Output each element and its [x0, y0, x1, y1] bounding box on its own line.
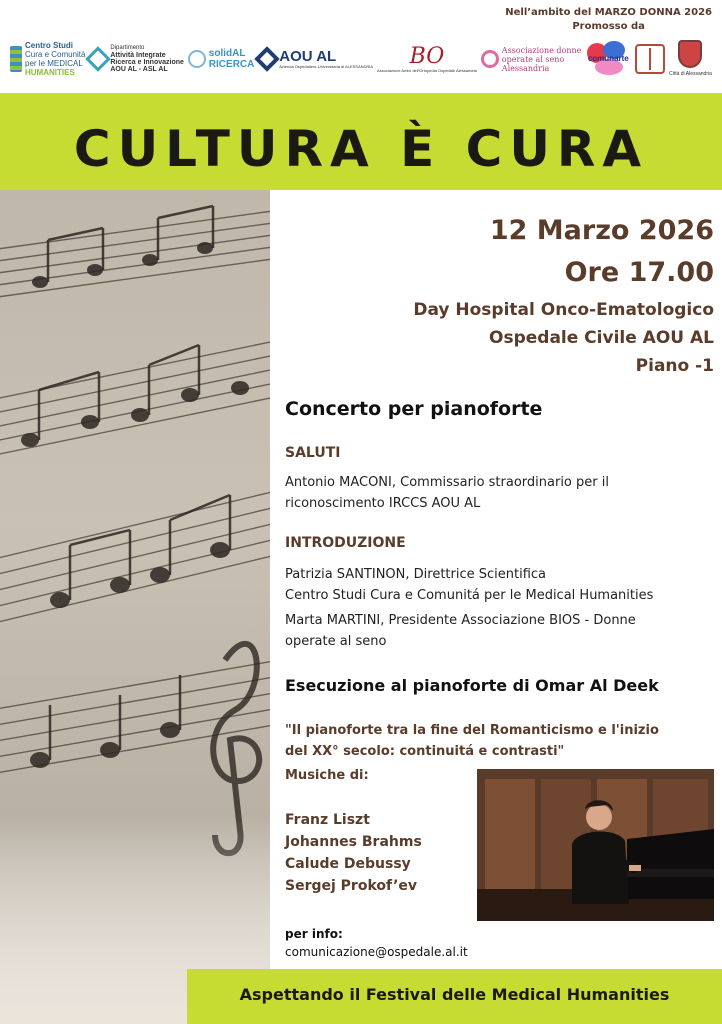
bios-association-logo: Associazione donne operate al seno Alessandria — [481, 46, 582, 73]
event-date: 12 Marzo 2026 — [489, 215, 714, 246]
musiche-label: Musiche di: — [285, 768, 369, 783]
concert-title: Concerto per pianoforte — [285, 398, 543, 420]
composer-item: Calude Debussy — [285, 856, 411, 872]
info-label: per info: — [285, 927, 343, 941]
performance-title: Esecuzione al pianoforte di Omar Al Deek — [285, 676, 659, 695]
coat-of-arms-icon — [678, 40, 702, 68]
introduzione-text: Patrizia SANTINON, Direttrice Scientifica Centro Studi Cura e Comunitá per le Medical Humanities Marta MARTINI, Presidente Associazione BIOS - Donne operate al seno — [285, 567, 654, 649]
centro-studi-logo-icon — [10, 46, 22, 72]
bo-association-logo: BO Associazione Amici dell'Ortopedia Ospedale Alessandria — [376, 43, 477, 73]
ribbon-icon — [481, 50, 499, 68]
sheet-music-illustration — [0, 190, 270, 1024]
scales-icon — [635, 44, 665, 74]
centro-studi-logo: Centro Studi Cura e Comunità per le MEDICAL HUMANITIES — [10, 41, 85, 77]
footer-text: Aspettando il Festival delle Medical Humanities — [239, 985, 670, 1004]
composer-item: Sergej Prokof’ev — [285, 878, 418, 894]
pianist-illustration — [477, 769, 714, 921]
dipartimento-logo: Dipartimento Attività Integrate Ricerca e Innovazione AOU AL - ASL AL — [89, 45, 184, 73]
event-location-line1: Day Hospital Onco-Ematologico — [413, 300, 714, 320]
solidal-logo-icon — [188, 50, 206, 68]
solidal-ricerca-logo: solidAL RICERCA — [188, 48, 255, 70]
event-location-line3: Piano -1 — [635, 356, 714, 376]
promotion-note-line2: Promosso da — [572, 21, 645, 32]
saluti-heading: SALUTI — [285, 445, 341, 461]
poster-title: CULTURA È CURA — [73, 120, 649, 178]
introduzione-heading: INTRODUZIONE — [285, 535, 406, 551]
promotion-note — [505, 6, 712, 34]
sheet-music-image — [0, 190, 270, 1024]
program-quote: "Il pianoforte tra la fine del Romanticismo e l'inizio del XX° secolo: continuitá e contrasti" — [285, 723, 659, 759]
aou-al-logo: AOU AL Azienda Ospedaliero-Universitaria di ALESSANDRIA — [258, 49, 373, 69]
promotion-note-line1: Nell’ambito del MARZO DONNA 2026 — [505, 7, 712, 18]
saluti-text: Antonio MACONI, Commissario straordinario per il riconoscimento IRCCS AOU AL — [285, 475, 609, 511]
event-location-line2: Ospedale Civile AOU AL — [489, 328, 714, 348]
contact-email[interactable]: comunicazione@ospedale.al.it — [285, 945, 468, 959]
comunarte-logo: comunarte — [585, 39, 631, 79]
citta-alessandria-logo: Città di Alessandria — [669, 40, 712, 79]
composer-list — [285, 809, 422, 897]
composer-item: Franz Liszt — [285, 812, 370, 828]
lions-scales-logo — [635, 44, 665, 74]
pianist-photo — [477, 769, 714, 921]
dipartimento-logo-icon — [86, 46, 111, 71]
sponsor-logos — [10, 32, 712, 86]
aou-logo-icon — [255, 46, 280, 71]
composer-item: Johannes Brahms — [285, 834, 422, 850]
event-time: Ore 17.00 — [564, 257, 714, 288]
